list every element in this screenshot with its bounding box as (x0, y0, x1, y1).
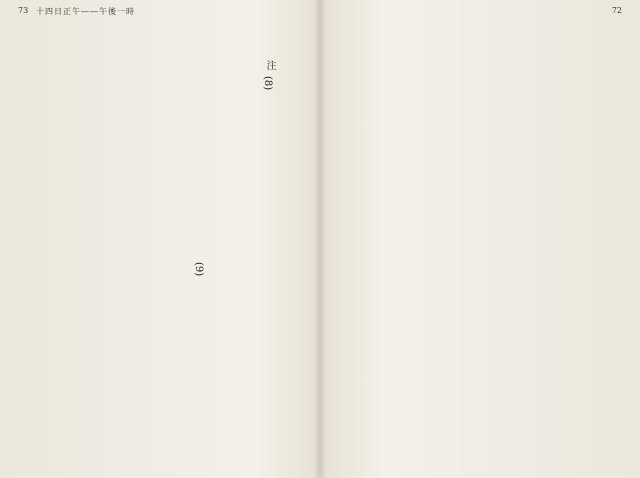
left-page-number: 73 (18, 6, 29, 15)
note-marker-9: (9) (193, 262, 204, 277)
running-head: 十四日正午――午後一時 (36, 7, 135, 16)
note-label: 注 (264, 60, 275, 70)
right-page (322, 0, 640, 478)
left-text-columns (14, 30, 308, 460)
left-page (0, 0, 318, 478)
right-page-number: 72 (611, 6, 622, 15)
note-marker-8: (8) (262, 76, 273, 91)
right-text-columns (332, 30, 610, 460)
